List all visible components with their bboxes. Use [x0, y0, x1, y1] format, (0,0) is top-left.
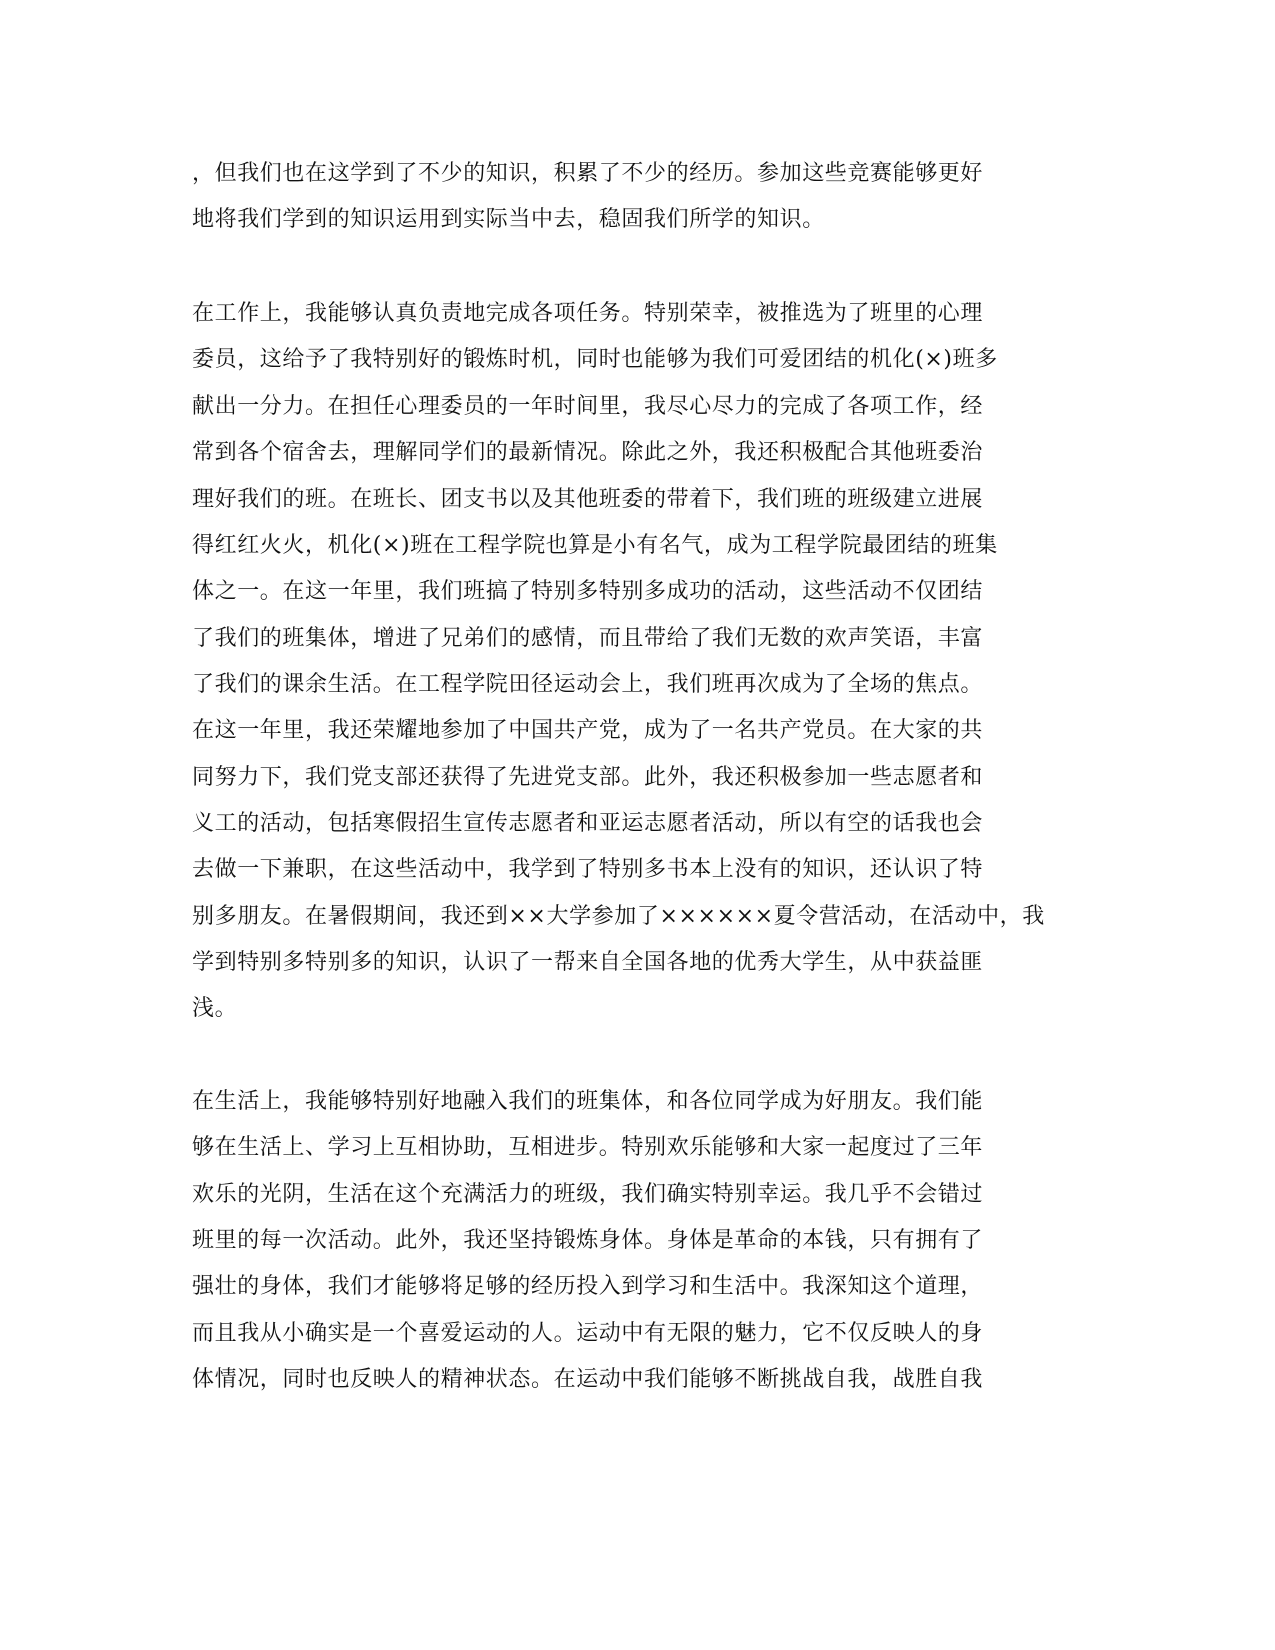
text-line: 常到各个宿舍去，理解同学们的最新情况。除此之外，我还积极配合其他班委治: [192, 440, 984, 465]
text-line: 在工作上，我能够认真负责地完成各项任务。特别荣幸，被推选为了班里的心理: [192, 301, 984, 326]
text-line: 献出一分力。在担任心理委员的一年时间里，我尽心尽力的完成了各项工作，经: [192, 394, 984, 419]
text-line: 别多朋友。在暑假期间，我还到××大学参加了××××××夏令营活动，在活动中，我: [192, 904, 1045, 929]
text-line: 体情况，同时也反映人的精神状态。在运动中我们能够不断挑战自我，战胜自我: [192, 1367, 984, 1392]
text-line: ，但我们也在这学到了不少的知识，积累了不少的经历。参加这些竞赛能够更好: [192, 161, 984, 186]
text-line: 够在生活上、学习上互相协助，互相进步。特别欢乐能够和大家一起度过了三年: [192, 1135, 984, 1160]
text-line: 班里的每一次活动。此外，我还坚持锻炼身体。身体是革命的本钱，只有拥有了: [192, 1228, 984, 1253]
text-line: 理好我们的班。在班长、团支书以及其他班委的带着下，我们班的班级建立进展: [192, 487, 984, 512]
text-line: 同努力下，我们党支部还获得了先进党支部。此外，我还积极参加一些志愿者和: [192, 765, 984, 790]
text-line: 体之一。在这一年里，我们班搞了特别多特别多成功的活动，这些活动不仅团结: [192, 579, 984, 604]
text-line: 而且我从小确实是一个喜爱运动的人。运动中有无限的魅力，它不仅反映人的身: [192, 1321, 984, 1346]
text-line: 强壮的身体，我们才能够将足够的经历投入到学习和生活中。我深知这个道理，: [192, 1274, 984, 1299]
text-line: 地将我们学到的知识运用到实际当中去，稳固我们所学的知识。: [192, 207, 825, 232]
text-line: 在生活上，我能够特别好地融入我们的班集体，和各位同学成为好朋友。我们能: [192, 1089, 984, 1114]
text-line: 委员，这给予了我特别好的锻炼时机，同时也能够为我们可爱团结的机化(×)班多: [192, 347, 998, 372]
text-line: 学到特别多特别多的知识，认识了一帮来自全国各地的优秀大学生，从中获益匪: [192, 950, 984, 975]
text-line: 了我们的课余生活。在工程学院田径运动会上，我们班再次成为了全场的焦点。: [192, 672, 984, 697]
text-line: 去做一下兼职，在这些活动中，我学到了特别多书本上没有的知识，还认识了特: [192, 857, 984, 882]
text-line: 得红红火火，机化(×)班在工程学院也算是小有名气，成为工程学院最团结的班集: [192, 533, 998, 558]
text-line: 在这一年里，我还荣耀地参加了中国共产党，成为了一名共产党员。在大家的共: [192, 718, 984, 743]
text-line: 了我们的班集体，增进了兄弟们的感情，而且带给了我们无数的欢声笑语，丰富: [192, 626, 984, 651]
text-line: 浅。: [192, 996, 238, 1021]
text-line: 义工的活动，包括寒假招生宣传志愿者和亚运志愿者活动，所以有空的话我也会: [192, 811, 984, 836]
text-line: 欢乐的光阴，生活在这个充满活力的班级，我们确实特别幸运。我几乎不会错过: [192, 1182, 984, 1207]
